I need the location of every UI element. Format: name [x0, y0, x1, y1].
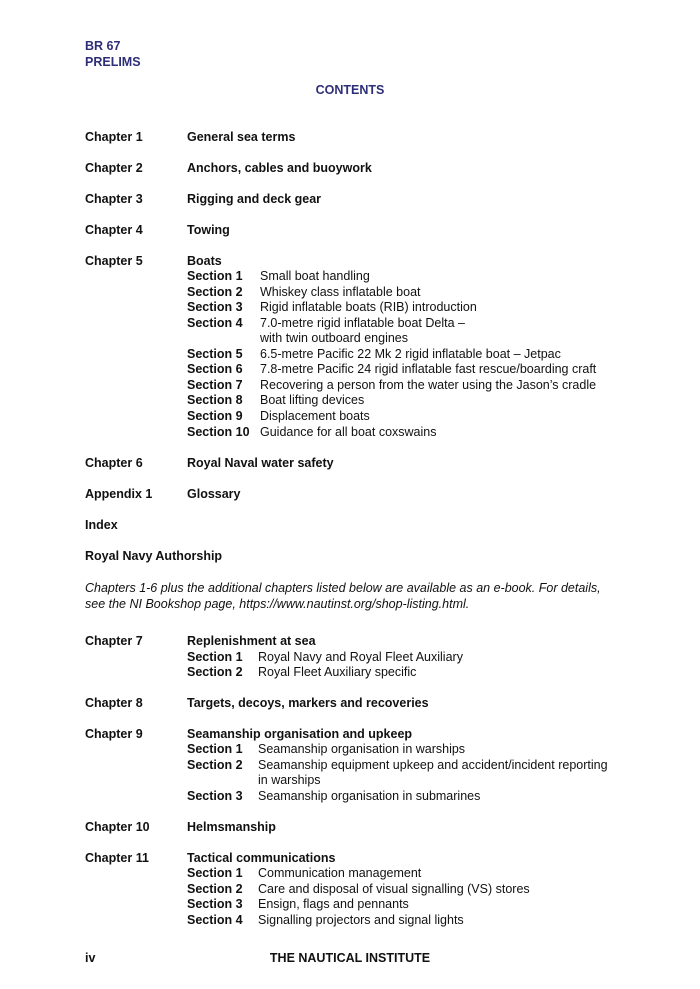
ch9-section-3-label: Section 3	[187, 789, 243, 803]
ch5-section-1-label: Section 1	[187, 269, 243, 283]
ch9-section-2-title: Seamanship equipment upkeep and accident/incident reporting	[258, 758, 608, 772]
appendix-1-title: Glossary	[187, 487, 241, 501]
appendix-1-label: Appendix 1	[85, 487, 153, 501]
chapter-6-label: Chapter 6	[85, 456, 143, 470]
ch5-section-3-label: Section 3	[187, 300, 243, 314]
ch7-section-1-label: Section 1	[187, 650, 243, 664]
authorship-entry: Royal Navy Authorship	[85, 549, 223, 563]
ch5-section-8-title: Boat lifting devices	[260, 393, 365, 407]
ch11-section-1-label: Section 1	[187, 866, 243, 880]
chapter-9-title: Seamanship organisation and upkeep	[187, 727, 413, 741]
chapter-6-title: Royal Naval water safety	[187, 456, 334, 470]
chapter-10-title: Helmsmanship	[187, 820, 276, 834]
chapter-11-title: Tactical communications	[187, 851, 336, 865]
chapter-7-title: Replenishment at sea	[187, 634, 316, 648]
ch5-section-5-label: Section 5	[187, 347, 243, 361]
ch5-section-5-title: 6.5-metre Pacific 22 Mk 2 rigid inflatable boat – Jetpac	[260, 347, 561, 361]
ch5-section-4-title: 7.0-metre rigid inflatable boat Delta –	[260, 316, 465, 330]
ch5-section-2-label: Section 2	[187, 285, 243, 299]
index-entry: Index	[85, 518, 118, 532]
document-id: BR 67	[85, 39, 121, 53]
chapter-2-title: Anchors, cables and buoywork	[187, 161, 372, 175]
ch5-section-9-label: Section 9	[187, 409, 243, 423]
ch5-section-7-title: Recovering a person from the water using the Jason’s cradle	[260, 378, 597, 392]
ch5-section-8-label: Section 8	[187, 393, 243, 407]
ch5-section-6-label: Section 6	[187, 362, 243, 376]
ch9-section-2-title-continued: in warships	[258, 773, 321, 787]
chapter-9-label: Chapter 9	[85, 727, 143, 741]
ch5-section-6-title: 7.8-metre Pacific 24 rigid inflatable fast rescue/boarding craft	[260, 362, 597, 376]
ch11-section-2-title: Care and disposal of visual signalling (VS) stores	[258, 882, 530, 896]
ch9-section-2-label: Section 2	[187, 758, 243, 772]
ch11-section-2-label: Section 2	[187, 882, 243, 896]
ch9-section-1-label: Section 1	[187, 742, 243, 756]
page-number: iv	[85, 951, 96, 965]
chapter-8-label: Chapter 8	[85, 696, 143, 710]
section-label: PRELIMS	[85, 55, 141, 69]
ch7-section-1-title: Royal Navy and Royal Fleet Auxiliary	[258, 650, 463, 664]
ch7-section-2-title: Royal Fleet Auxiliary specific	[258, 665, 417, 679]
chapter-4-label: Chapter 4	[85, 223, 143, 237]
chapter-1-label: Chapter 1	[85, 130, 143, 144]
chapter-1-title: General sea terms	[187, 130, 296, 144]
page-title: CONTENTS	[315, 83, 385, 97]
ch5-section-2-title: Whiskey class inflatable boat	[260, 285, 421, 299]
ch9-section-1-title: Seamanship organisation in warships	[258, 742, 466, 756]
ch7-section-2-label: Section 2	[187, 665, 243, 679]
chapter-2-label: Chapter 2	[85, 161, 143, 175]
ebook-note-line-1: Chapters 1-6 plus the additional chapters listed below are available as an e-book. For details,	[85, 581, 601, 595]
ch11-section-4-label: Section 4	[187, 913, 243, 927]
chapter-3-title: Rigging and deck gear	[187, 192, 322, 206]
chapter-8-title: Targets, decoys, markers and recoveries	[187, 696, 429, 710]
ch5-section-10-label: Section 10	[187, 425, 250, 439]
ch5-section-4-label: Section 4	[187, 316, 243, 330]
chapter-7-label: Chapter 7	[85, 634, 143, 648]
chapter-11-label: Chapter 11	[85, 851, 149, 865]
ch11-section-1-title: Communication management	[258, 866, 422, 880]
ebook-note	[85, 580, 625, 612]
ch5-section-4-title-continued: with twin outboard engines	[260, 331, 409, 345]
ebook-note-line-2: see the NI Bookshop page, https://www.nautinst.org/shop-listing.html.	[85, 597, 470, 611]
ch5-section-10-title: Guidance for all boat coxswains	[260, 425, 437, 439]
chapter-10-label: Chapter 10	[85, 820, 150, 834]
chapter-3-label: Chapter 3	[85, 192, 143, 206]
ch11-section-4-title: Signalling projectors and signal lights	[258, 913, 464, 927]
chapter-5-title: Boats	[187, 254, 222, 268]
ch9-section-3-title: Seamanship organisation in submarines	[258, 789, 481, 803]
chapter-4-title: Towing	[187, 223, 230, 237]
ch11-section-3-title: Ensign, flags and pennants	[258, 897, 409, 911]
ch11-section-3-label: Section 3	[187, 897, 243, 911]
publisher-footer: THE NAUTICAL INSTITUTE	[269, 951, 431, 965]
ch5-section-9-title: Displacement boats	[260, 409, 370, 423]
chapter-5-label: Chapter 5	[85, 254, 143, 268]
ch5-section-7-label: Section 7	[187, 378, 243, 392]
ch5-section-1-title: Small boat handling	[260, 269, 370, 283]
ch5-section-3-title: Rigid inflatable boats (RIB) introduction	[260, 300, 477, 314]
